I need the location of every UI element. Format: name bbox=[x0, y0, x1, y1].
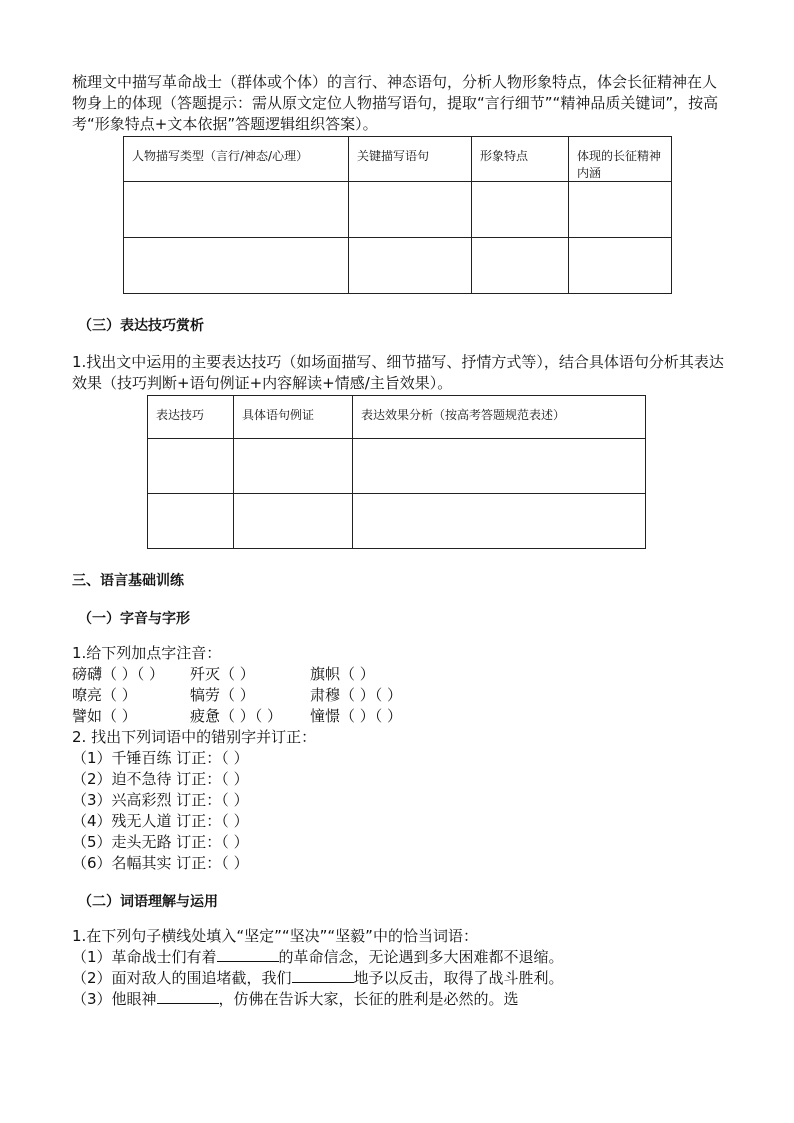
table-header-row bbox=[148, 396, 646, 439]
table-row bbox=[124, 238, 672, 294]
answer-cell[interactable] bbox=[569, 238, 672, 294]
answer-cell[interactable] bbox=[234, 439, 353, 494]
character-analysis-table bbox=[123, 136, 672, 294]
list-item bbox=[72, 968, 724, 989]
answer-cell[interactable] bbox=[234, 494, 353, 549]
question-text: 1.在下列句子横线处填入“坚定”“坚决”“坚毅”中的恰当词语： bbox=[72, 927, 478, 945]
pinyin-item: 磅礴（ ）（ ） bbox=[72, 665, 165, 683]
answer-cell[interactable] bbox=[472, 238, 569, 294]
list-item: （3）兴高彩烈 订正：（ ） bbox=[72, 791, 249, 809]
part-heading: 三、语言基础训练 bbox=[72, 573, 184, 589]
answer-cell[interactable] bbox=[353, 494, 646, 549]
list-item: （5）走头无路 订正：（ ） bbox=[72, 833, 249, 851]
sentence-start: （1）革命战士们有着 bbox=[72, 948, 217, 966]
list-item bbox=[72, 947, 724, 968]
answer-cell[interactable] bbox=[353, 439, 646, 494]
question-text: 1.给下列加点字注音： bbox=[72, 644, 222, 662]
pinyin-item: 旗帜（ ） bbox=[310, 665, 375, 683]
list-item: （6）名幅其实 订正：（ ） bbox=[72, 854, 249, 872]
question-text: 2. 找出下列词语中的错别字并订正： bbox=[72, 728, 317, 746]
section-heading: （三）表达技巧赏析 bbox=[78, 318, 204, 334]
intro-paragraph: 梳理文中描写革命战士（群体或个体）的言行、神态语句，分析人物形象特点，体会长征精神在人物身上的体现（答题提示：需从原文定位人物描写语句，提取“言行细节”“精神品质关键词”，按高考“形象特点+文本依据”答题逻辑组织答案）。 bbox=[72, 73, 719, 133]
table-header-cell: 具体语句例证 bbox=[234, 396, 353, 439]
document-page bbox=[72, 72, 724, 1010]
sentence-end: ，仿佛在告诉大家，长征的胜利是必然的。选 bbox=[218, 990, 519, 1008]
fill-blank[interactable] bbox=[217, 947, 279, 962]
answer-cell[interactable] bbox=[349, 238, 472, 294]
table-header-row bbox=[124, 137, 672, 182]
answer-cell[interactable] bbox=[124, 238, 349, 294]
subsection-heading: （二）词语理解与运用 bbox=[78, 894, 218, 910]
sentence-start: （3）他眼神 bbox=[72, 990, 157, 1008]
pinyin-grid bbox=[72, 664, 724, 727]
pinyin-item: 肃穆（ ）（ ） bbox=[310, 686, 403, 704]
table-header-cell: 形象特点 bbox=[472, 137, 569, 182]
pinyin-row bbox=[72, 685, 724, 706]
table-header-cell: 关键描写语句 bbox=[349, 137, 472, 182]
sentence-end: 的革命信念，无论遇到多大困难都不退缩。 bbox=[278, 948, 564, 966]
table-row bbox=[148, 439, 646, 494]
pinyin-item: 犒劳（ ） bbox=[190, 686, 255, 704]
list-item: （2）迫不急待 订正：（ ） bbox=[72, 770, 249, 788]
sentence-end: 地予以反击，取得了战斗胜利。 bbox=[353, 969, 564, 987]
pinyin-item: 譬如（ ） bbox=[72, 707, 137, 725]
fill-list bbox=[72, 947, 724, 1010]
answer-cell[interactable] bbox=[472, 182, 569, 238]
table-row bbox=[148, 494, 646, 549]
table-header-cell: 人物描写类型（言行/神态/心理） bbox=[124, 137, 349, 182]
table-header-cell: 体现的长征精神内涵 bbox=[569, 137, 672, 182]
fill-blank[interactable] bbox=[157, 989, 219, 1004]
pinyin-item: 憧憬（ ）（ ） bbox=[310, 707, 403, 725]
table-row bbox=[124, 182, 672, 238]
list-item: （4）残无人道 订正：（ ） bbox=[72, 812, 249, 830]
pinyin-item: 嘹亮（ ） bbox=[72, 686, 137, 704]
table-header-cell: 表达技巧 bbox=[148, 396, 234, 439]
answer-cell[interactable] bbox=[148, 439, 234, 494]
answer-cell[interactable] bbox=[349, 182, 472, 238]
sentence-start: （2）面对敌人的围追堵截，我们 bbox=[72, 969, 292, 987]
list-item: （1）千锤百练 订正：（ ） bbox=[72, 749, 249, 767]
pinyin-item: 歼灭（ ） bbox=[190, 665, 255, 683]
answer-cell[interactable] bbox=[148, 494, 234, 549]
answer-cell[interactable] bbox=[569, 182, 672, 238]
fill-blank[interactable] bbox=[292, 968, 354, 983]
pinyin-row bbox=[72, 664, 724, 685]
technique-analysis-table bbox=[147, 395, 646, 549]
pinyin-item: 疲惫（ ）（ ） bbox=[190, 707, 283, 725]
table-header-cell: 表达效果分析（按高考答题规范表述） bbox=[353, 396, 646, 439]
typo-list bbox=[72, 748, 724, 874]
question-text: 1.找出文中运用的主要表达技巧（如场面描写、细节描写、抒情方式等），结合具体语句分析其表达效果（技巧判断+语句例证+内容解读+情感/主旨效果）。 bbox=[72, 353, 724, 392]
answer-cell[interactable] bbox=[124, 182, 349, 238]
subsection-heading: （一）字音与字形 bbox=[78, 611, 190, 627]
list-item bbox=[72, 989, 724, 1010]
pinyin-row bbox=[72, 706, 724, 727]
